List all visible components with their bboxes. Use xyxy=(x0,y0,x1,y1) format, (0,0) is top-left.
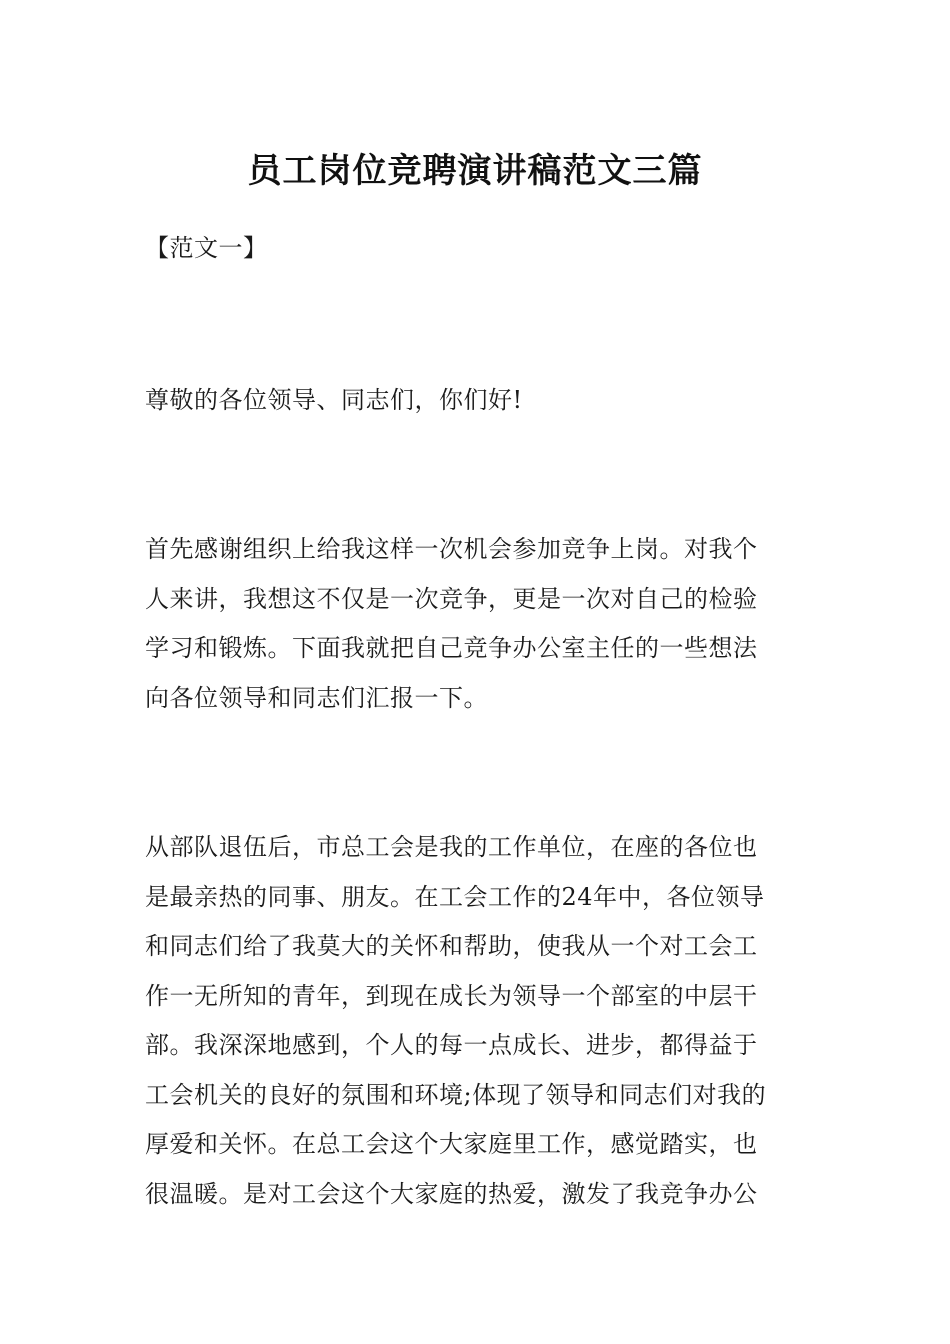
paragraph-line: 是最亲热的同事、朋友。在工会工作的24年中，各位领导 xyxy=(145,882,765,911)
paragraph-line: 作一无所知的青年，到现在成长为领导一个部室的中层干 xyxy=(145,981,758,1010)
paragraph-line: 学习和锻炼。下面我就把自己竞争办公室主任的一些想法 xyxy=(145,634,758,662)
greeting-text: 尊敬的各位领导、同志们，你们好! xyxy=(145,386,523,414)
paragraph-line: 和同志们给了我莫大的关怀和帮助，使我从一个对工会工 xyxy=(145,932,758,960)
section-label: 【范文一】 xyxy=(145,234,268,262)
paragraph-line: 从部队退伍后，市总工会是我的工作单位，在座的各位也 xyxy=(145,833,758,861)
paragraph-2 xyxy=(145,823,807,1219)
paragraph-line: 工会机关的良好的氛围和环境;体现了领导和同志们对我的 xyxy=(145,1080,767,1109)
paragraph-line: 部。我深深地感到，个人的每一点成长、进步，都得益于 xyxy=(145,1031,758,1059)
paragraph-line: 首先感谢组织上给我这样一次机会参加竞争上岗。对我个 xyxy=(145,535,758,563)
document-title: 员工岗位竞聘演讲稿范文三篇 xyxy=(247,150,703,191)
paragraph-line: 厚爱和关怀。在总工会这个大家庭里工作，感觉踏实，也 xyxy=(145,1130,758,1158)
paragraph-line: 向各位领导和同志们汇报一下。 xyxy=(145,683,488,712)
paragraph-1 xyxy=(145,525,807,723)
paragraph-line: 很温暖。是对工会这个大家庭的热爱，激发了我竞争办公 xyxy=(145,1179,758,1208)
paragraph-line: 人来讲，我想这不仅是一次竞争，更是一次对自己的检验 xyxy=(145,584,758,613)
